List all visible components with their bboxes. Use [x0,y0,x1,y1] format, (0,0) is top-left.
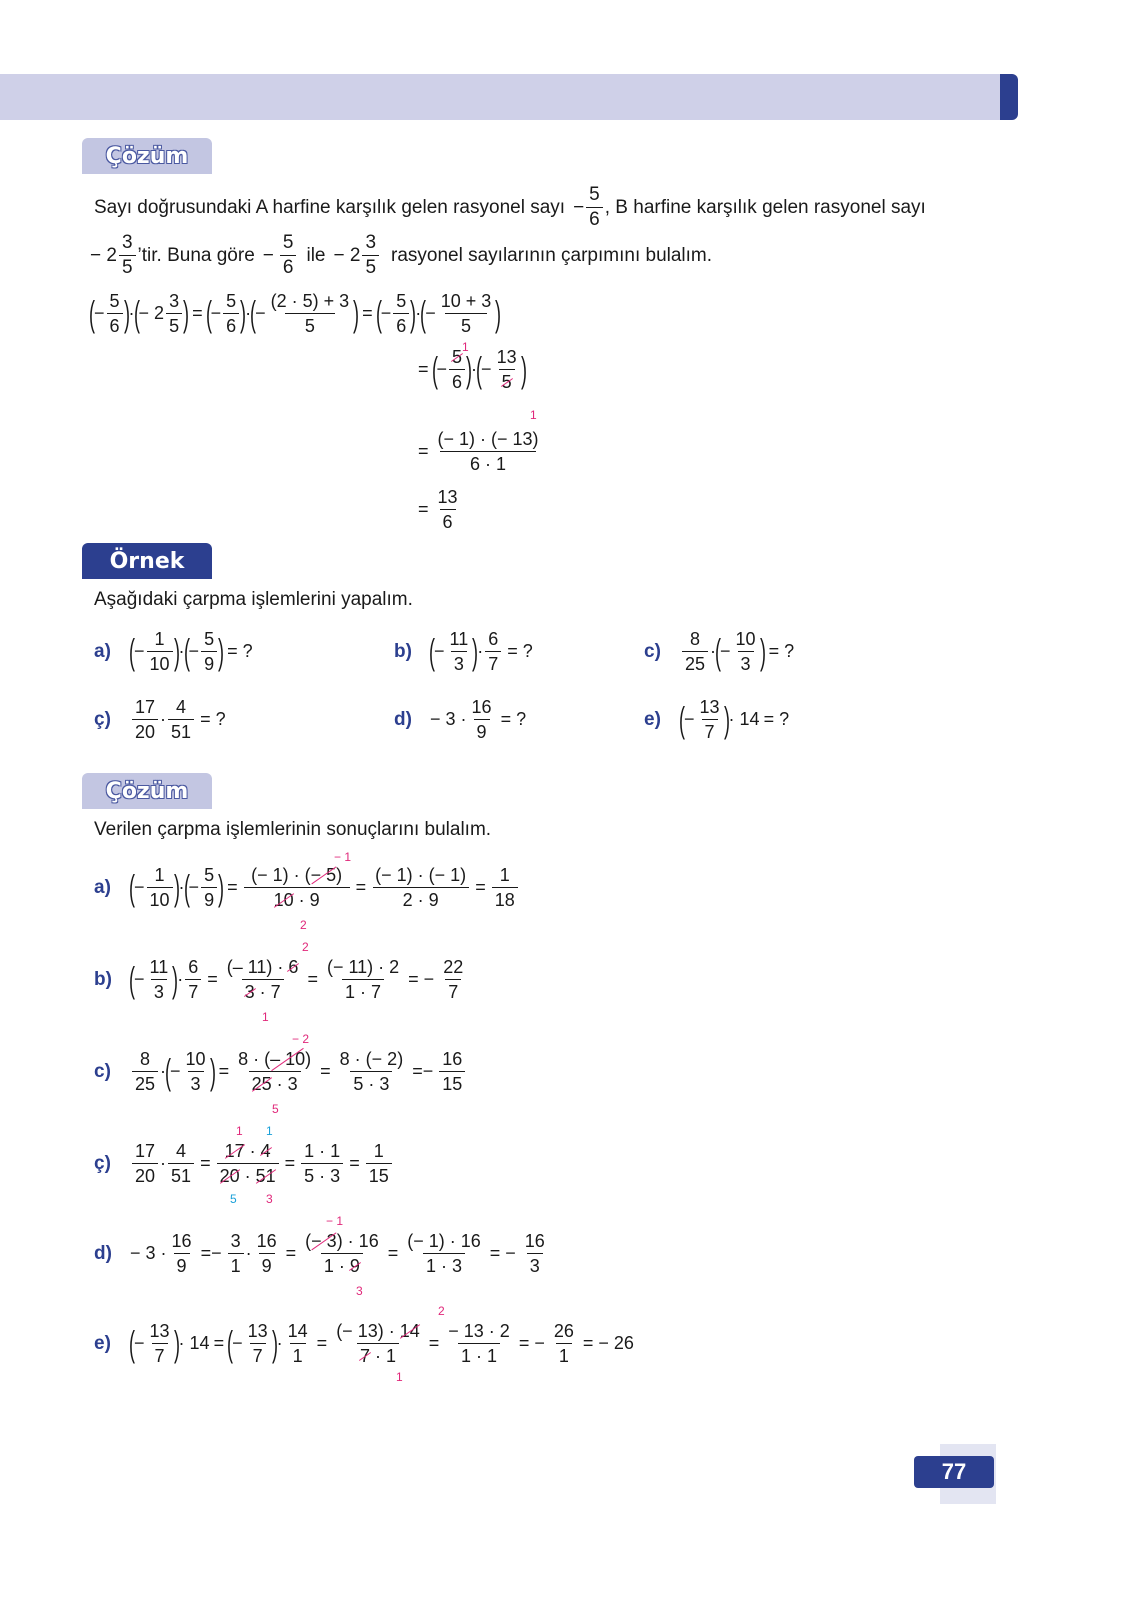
page-number: 77 [914,1456,994,1488]
intro-text-2c: rasyonel sayılarının çarpımını bulalım. [391,244,713,266]
intro-line-1: Sayı doğrusundaki A harfine karşılık gelen rasyonel sayı − $\frac{5}{6}$ , B harfine karşılık gelen rasyonel sayı [94,184,926,230]
intro-text-2b: ile [306,244,326,266]
solution-cc: ç) $\frac{17}{20}$ · $\frac{4}{51}$ = $\frac{17 \cdot 4}{20 \cdot 51}$ = $\frac{1 \cdot 1}{5 \cdot 3}$ = $\frac{1}{15}$ [94,1140,394,1187]
solution-d: d) − 3 · $\frac{16}{9}$ =− $\frac{3}{1}$ · $\frac{16}{9}$ = $\frac{(- 3) \cdot 16}{1 \cdot 9}$ = $\frac{(- 1) \cdot 16}{1 \cdot 3}$ = − $\frac{16}{3}$ [94,1231,545,1276]
solution-c: c) $\frac{8}{25}$ · ( − $\frac{10}{3}$ ) = $\frac{8 \cdot (- 10)}{25 \cdot 3}$ = $\frac{8 \cdot (- 2)}{5 \cdot 3}$ =− $\frac{16}{15}$ [94,1048,467,1095]
solution-e: e) ( − $\frac{13}{7}$ ) · 14 = ( − $\frac{13}{7}$ ) · $\frac{14}{1}$ = $\frac{(- 13) \cdot 14}{7 \cdot 1}$ = $\frac{- 13 \cdot 2}{1 \cdot 1}$ = − $\frac{26}{1}$ = − 26 [94,1321,634,1366]
solution1-step3: = $\frac{(- 1) \cdot (- 13)}{6 \cdot 1}$ [418,429,539,474]
header-band [0,74,1000,120]
solution-b: b) ( − $\frac{11}{3}$ ) · $\frac{6}{7}$ = $\frac{(- 11) \cdot 6}{3 \cdot 7}$ = $\frac{(- 11) \cdot 2}{1 \cdot 7}$ = − $\frac{22}{7}$ [94,957,464,1002]
solution1-step2: = ( − $\frac{5}{6}$ ) · ( − $\frac{13}{5}$ ) [418,347,527,392]
intro-text-1b: , B harfine karşılık gelen rasyonel sayı [604,196,926,218]
example-label: Örnek [82,543,212,579]
example-cc: ç) $\frac{17}{20}$ · $\frac{4}{51}$ = ? [94,697,226,742]
solution-intro: Verilen çarpma işlemlerinin sonuçlarını bulalım. [94,819,492,840]
solution1-step4: = $\frac{13}{6}$ [418,487,458,532]
header-tab [1000,74,1018,120]
solution-label-2: Çözüm [82,773,212,809]
example-intro: Aşağıdaki çarpma işlemlerini yapalım. [94,589,413,610]
example-c: c) $\frac{8}{25}$ · ( − $\frac{10}{3}$ ) = ? [644,629,795,674]
intro-line-2: − 2 $\frac{3}{5}$ ’tir. Buna göre − $\frac{5}{6}$ ile − 2 $\frac{3}{5}$ rasyonel sayılarının çarpımını bulalım. [90,232,713,278]
example-e: e) ( − $\frac{13}{7}$ ) · 14 = ? [644,697,790,742]
example-d: d) − 3 · $\frac{16}{9}$ = ? [394,697,527,742]
intro-text-2a: ’tir. Buna göre [137,244,255,266]
solution1-step1: ( − $\frac{5}{6}$ ) · ( − 2 $\frac{3}{5}$ ) = ( − $\frac{5}{6}$ ) · ( − $\frac{(2 \cdot 5) + 3}{5}$ ) = ( − $\frac{5}{6}$ ) · ( − $\frac{10 + 3}{5}$ ) [89,291,502,336]
solution-a: a) ( − $\frac{1}{10}$ ) · ( − $\frac{5}{9}$ ) = $\frac{(- 1) \cdot (- 5)}{10 \cdot 9}$ = $\frac{(- 1) \cdot (- 1)}{2 \cdot 9}$ = $\frac{1}{18}$ [94,864,520,911]
example-a: a) ( − $\frac{1}{10}$ ) · ( − $\frac{5}{9}$ ) = ? [94,629,253,674]
example-b: b) ( − $\frac{11}{3}$ ) · $\frac{6}{7}$ = ? [394,629,533,674]
intro-text-1a: Sayı doğrusundaki A harfine karşılık gelen rasyonel sayı [94,196,566,218]
solution-label-1: Çözüm [82,138,212,174]
